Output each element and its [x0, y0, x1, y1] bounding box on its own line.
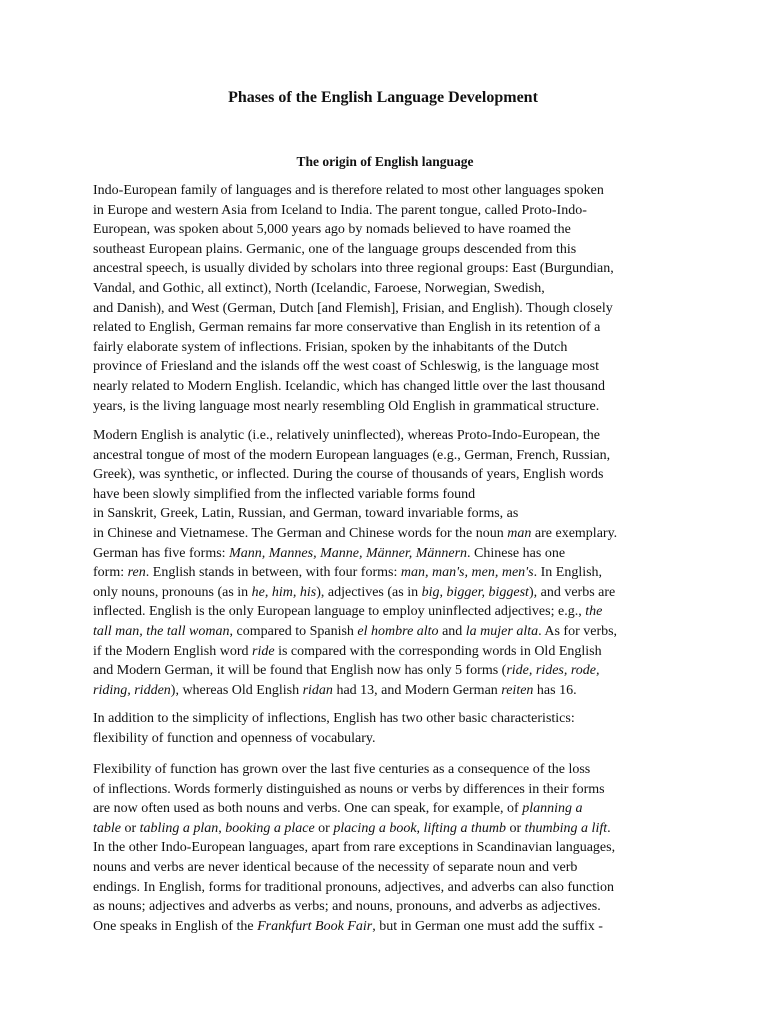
text-run: is compared with the corresponding words in Old English: [274, 643, 602, 659]
italic-text: tall man, the tall woman: [93, 623, 230, 639]
text-run: form:: [93, 565, 128, 581]
text-run: southeast European plains. Germanic, one of the language groups descended from this: [93, 241, 577, 257]
italic-text: table: [93, 820, 121, 836]
text-run: One speaks in English of the: [93, 918, 258, 934]
text-run: are now often used as both nouns and verbs. One can speak, for example, of: [93, 801, 523, 817]
text-run: in Sanskrit, Greek, Latin, Russian, and German, toward invariable forms, as: [93, 506, 519, 522]
text-run: years, is the living language most nearly resembling Old English in grammatical structure.: [93, 398, 600, 414]
text-line: [93, 377, 683, 397]
text-run: In the other Indo-European languages, apart from rare exceptions in Scandinavian languages,: [93, 840, 616, 856]
text-run: and Danish), and West (German, Dutch [and Flemish], Frisian, and English). Though closely: [93, 300, 613, 316]
text-run: . As for verbs,: [538, 623, 618, 639]
text-line: [93, 299, 683, 319]
text-line: [93, 642, 683, 662]
text-run: are exemplary.: [531, 525, 618, 541]
italic-text: tabling a plan: [139, 820, 219, 836]
section-heading: The origin of English language: [296, 154, 474, 169]
italic-text: booking a place: [225, 820, 315, 836]
text-run: related to English, German remains far more conservative than English in its retention of a: [93, 320, 601, 336]
italic-text: lifting a thumb: [423, 820, 506, 836]
text-run: ancestral speech, is usually divided by scholars into three regional groups: East (Burgundian,: [93, 261, 614, 277]
text-run: ), whereas Old English: [170, 682, 303, 698]
text-line: [93, 485, 683, 505]
text-line: [93, 661, 683, 681]
text-run: Greek), was synthetic, or inflected. During the course of thousands of years, English words: [93, 467, 604, 483]
italic-text: big, bigger, biggest: [421, 584, 529, 600]
text-line: [93, 681, 683, 701]
text-line: [93, 279, 683, 299]
text-run: of inflections. Words formerly distinguished as nouns or verbs by differences in their forms: [93, 781, 605, 797]
text-run: Indo-European family of languages and is therefore related to most other languages spoken: [93, 183, 604, 198]
text-run: endings. In English, forms for traditional pronouns, adjectives, and adverbs can also function: [93, 879, 614, 895]
italic-text: reiten: [501, 682, 534, 698]
text-line: [93, 878, 683, 898]
text-line: [93, 524, 683, 544]
text-run: as nouns; adjectives and adverbs as verbs; and nouns, pronouns, and adverbs as adjectives.: [93, 899, 601, 915]
italic-text: riding, ridden: [93, 682, 171, 698]
text-run: had 13, and Modern German: [332, 682, 502, 698]
text-line: [93, 819, 683, 839]
italic-text: ridan: [302, 682, 333, 698]
text-run: or: [121, 820, 140, 836]
italic-text: el hombre alto: [357, 623, 439, 639]
text-line: [93, 563, 683, 583]
text-run: nouns and verbs are never identical because of the necessity of separate noun and verb: [93, 859, 578, 875]
text-run: has 16.: [533, 682, 577, 698]
paragraph: [93, 760, 683, 936]
text-line: [93, 799, 683, 819]
text-line: [93, 760, 683, 780]
italic-text: man, man's, men, men's: [400, 565, 534, 581]
text-line: [93, 446, 683, 466]
text-run: in Europe and western Asia from Iceland to India. The parent tongue, called Proto-Indo-: [93, 202, 587, 218]
paragraph: [93, 709, 683, 748]
document-title: Phases of the English Language Development: [228, 89, 538, 106]
italic-text: he, him, his: [251, 584, 317, 600]
text-run: , but in German one must add the suffix -: [372, 918, 603, 934]
italic-text: placing a book: [333, 820, 417, 836]
italic-text: ride, rides, rode,: [506, 663, 600, 679]
text-line: [93, 357, 683, 377]
text-line: [93, 897, 683, 917]
text-line: [93, 729, 683, 749]
text-run: ancestral tongue of most of the modern European languages (e.g., German, French, Russian,: [93, 447, 611, 463]
text-line: [93, 338, 683, 358]
text-run: and Modern German, it will be found that English now has only 5 forms (: [93, 663, 507, 679]
text-run: . Chinese has one: [467, 545, 566, 561]
italic-text: man: [507, 525, 532, 541]
text-line: [93, 544, 683, 564]
text-line: [93, 465, 683, 485]
text-run: . English stands in between, with four forms:: [145, 565, 401, 581]
text-line: [93, 917, 683, 937]
text-run: only nouns, pronouns (as in: [93, 584, 252, 600]
italic-text: la mujer alta: [465, 623, 539, 639]
text-run: or: [506, 820, 525, 836]
text-run: German has five forms:: [93, 545, 230, 561]
text-run: flexibility of function and openness of vocabulary.: [93, 730, 376, 746]
text-line: [93, 780, 683, 800]
text-run: inflected. English is the only European language to employ uninflected adjectives; e.g.,: [93, 604, 586, 620]
italic-text: thumbing a lift: [524, 820, 608, 836]
italic-text: ride: [252, 643, 275, 659]
text-run: province of Friesland and the islands off the west coast of Schleswig, is the language most: [93, 359, 599, 375]
text-line: [93, 622, 683, 642]
paragraph: [93, 181, 683, 416]
text-line: [93, 426, 683, 446]
text-run: and: [438, 623, 466, 639]
text-line: [93, 220, 683, 240]
text-run: European, was spoken about 5,000 years ago by nomads believed to have roamed the: [93, 222, 571, 238]
text-line: [93, 602, 683, 622]
text-run: have been slowly simplified from the inflected variable forms found: [93, 486, 476, 502]
text-run: ,: [416, 820, 424, 836]
text-line: [93, 318, 683, 338]
text-run: . In English,: [533, 565, 603, 581]
text-run: or: [314, 820, 334, 836]
text-run: , compared to Spanish: [229, 623, 358, 639]
text-run: In addition to the simplicity of inflections, English has two other basic characteristics:: [93, 711, 575, 726]
italic-text: ren: [127, 565, 146, 581]
italic-text: Mann, Mannes, Manne, Männer, Männern: [229, 545, 468, 561]
italic-text: Frankfurt Book Fair: [257, 918, 373, 934]
italic-text: planning a: [522, 801, 583, 817]
text-line: [93, 858, 683, 878]
text-line: [93, 259, 683, 279]
text-line: [93, 397, 683, 417]
text-line: [93, 240, 683, 260]
text-run: Flexibility of function has grown over the last five centuries as a consequence of the loss: [93, 762, 591, 777]
text-run: Vandal, and Gothic, all extinct), North (Icelandic, Faroese, Norwegian, Swedish,: [93, 280, 545, 296]
text-line: [93, 583, 683, 603]
text-line: [93, 838, 683, 858]
text-run: if the Modern English word: [93, 643, 253, 659]
text-run: fairly elaborate system of inflections. Frisian, spoken by the inhabitants of the Dutch: [93, 339, 568, 355]
italic-text: the: [585, 604, 603, 620]
text-run: .: [607, 820, 611, 836]
text-run: nearly related to Modern English. Icelandic, which has changed little over the last thousand: [93, 378, 606, 394]
text-run: ), adjectives (as in: [316, 584, 422, 600]
text-line: [93, 181, 683, 201]
text-run: ), and verbs are: [528, 584, 616, 600]
text-line: [93, 201, 683, 221]
text-run: in Chinese and Vietnamese. The German and Chinese words for the noun: [93, 525, 508, 541]
text-line: [93, 504, 683, 524]
text-run: ,: [218, 820, 226, 836]
text-line: [93, 709, 683, 729]
paragraph: [93, 426, 683, 700]
text-run: Modern English is analytic (i.e., relatively uninflected), whereas Proto-Indo-European, the: [93, 428, 600, 443]
